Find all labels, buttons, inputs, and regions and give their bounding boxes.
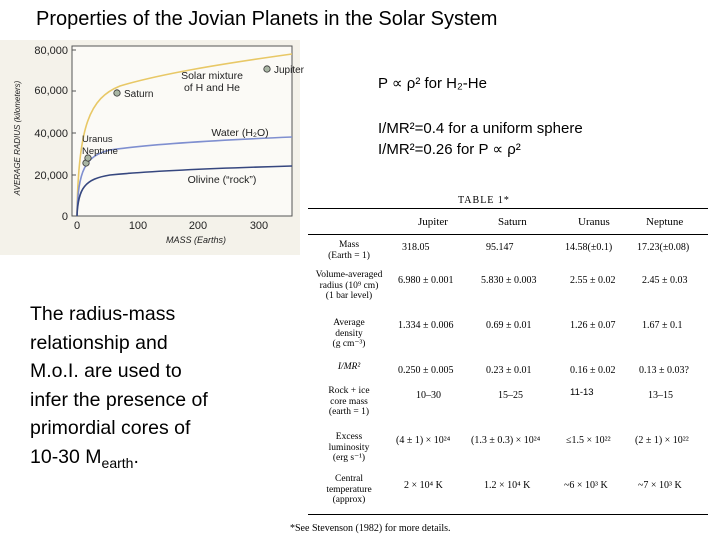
table-cell: ≤1.5 × 10²²	[566, 435, 611, 446]
table-rule	[308, 234, 708, 235]
table-cell: 14.58(±0.1)	[565, 242, 613, 253]
body-line: primordial cores of	[30, 417, 191, 439]
slide-title: Properties of the Jovian Planets in the Solar System	[36, 8, 498, 30]
table-cell: 1.2 × 10⁴ K	[484, 480, 531, 491]
table-cell: 1.67 ± 0.1	[642, 320, 683, 331]
row-label-line: radius (10⁹ cm)	[319, 280, 379, 291]
planet-label: Saturn	[124, 89, 154, 100]
table-cell: 1.26 ± 0.07	[570, 320, 616, 331]
table-cell: 6.980 ± 0.001	[398, 275, 454, 286]
table-footnote: *See Stevenson (1982) for more details.	[290, 523, 451, 534]
body-line-subscript: earth	[101, 454, 134, 471]
row-label	[308, 432, 390, 464]
table-cell: 0.250 ± 0.005	[398, 365, 454, 376]
table-caption: TABLE 1*	[458, 195, 510, 206]
body-line-text: 10-30 M	[30, 445, 102, 468]
properties-table	[288, 190, 708, 535]
body-line: infer the presence of	[30, 388, 208, 411]
row-label	[308, 240, 390, 261]
table-cell: 0.23 ± 0.01	[486, 365, 532, 376]
row-label-line: (1 bar level)	[325, 291, 373, 301]
row-label-line: (g cm⁻³)	[332, 339, 366, 349]
table-cell: ~6 × 10³ K	[564, 480, 608, 491]
row-label-line: Average	[333, 318, 365, 328]
row-label-line: Rock + ice	[328, 386, 370, 396]
row-label-line: Central	[335, 474, 363, 484]
planet-label: Uranus	[82, 134, 113, 145]
row-label-line: (approx)	[332, 495, 366, 505]
row-label-line: Excess	[335, 432, 363, 442]
equation-moi-uniform: I/MR²=0.4 for a uniform sphere	[378, 120, 583, 137]
y-tick-label: 20,000	[34, 170, 68, 182]
y-tick-label: 60,000	[34, 85, 68, 97]
body-line: relationship and	[30, 331, 168, 354]
table-cell: 0.16 ± 0.02	[570, 365, 616, 376]
table-cell: 0.13 ± 0.03?	[639, 365, 689, 376]
row-label-line: temperature	[326, 484, 372, 495]
equation-moi-polytrope: I/MR²=0.26 for P ∝ ρ²	[378, 141, 521, 158]
row-label-line: (earth = 1)	[328, 407, 370, 417]
table-cell: 13–15	[648, 390, 673, 401]
olivine-curve-label: Olivine (“rock”)	[187, 174, 257, 186]
water-curve-label: Water (H₂O)	[211, 127, 269, 139]
x-tick-label: 200	[188, 220, 208, 232]
body-line: The radius-mass	[30, 303, 176, 325]
row-label	[308, 474, 390, 506]
y-tick-label: 40,000	[34, 128, 68, 140]
x-tick-label: 300	[249, 220, 269, 232]
row-label-line: I/MR²	[337, 362, 361, 372]
table-header: Jupiter	[418, 216, 448, 228]
table-cell: (4 ± 1) × 10²⁴	[396, 435, 451, 446]
table-cell: ~7 × 10³ K	[638, 480, 682, 491]
table-cell: (2 ± 1) × 10²²	[635, 435, 689, 446]
table-cell: 5.830 ± 0.003	[481, 275, 537, 286]
body-line-last: 10-30 $M_{earth}$.	[30, 445, 139, 471]
row-label-line: (erg s⁻¹)	[332, 453, 366, 463]
planet-label: Jupiter	[274, 65, 305, 76]
table-header: Uranus	[578, 216, 610, 228]
hhe-curve-label: Solar mixture	[181, 70, 243, 82]
x-tick-label: 0	[73, 220, 81, 232]
table-cell: 17.23(±0.08)	[637, 242, 690, 253]
equation-pressure-density: P ∝ ρ² for H₂-He	[378, 75, 487, 92]
planet-label: Neptune	[82, 146, 118, 157]
y-tick-label: 80,000	[34, 45, 68, 57]
table-cell: 1.334 ± 0.006	[398, 320, 454, 331]
table-cell: 318.05	[402, 242, 430, 253]
row-label-line: (Earth = 1)	[328, 250, 370, 261]
table-cell: 11-13	[570, 387, 594, 398]
row-label-line: luminosity	[328, 442, 370, 453]
table-header: Saturn	[498, 216, 527, 228]
row-label	[308, 362, 390, 373]
x-axis-label: MASS (Earths)	[165, 235, 227, 245]
row-label-line: density	[335, 328, 363, 339]
table-cell: 95.147	[486, 242, 514, 253]
table-header: Neptune	[646, 216, 684, 228]
table-cell: 15–25	[498, 390, 523, 401]
row-label	[308, 386, 390, 418]
body-paragraph	[30, 300, 260, 477]
y-axis-label: AVERAGE RADIUS (kilometers)	[13, 80, 22, 196]
row-label-line: Mass	[338, 240, 360, 250]
row-label	[308, 318, 390, 350]
hhe-curve-label: of H and He	[183, 82, 241, 94]
y-tick-label: 0	[61, 211, 68, 223]
table-cell: 2.45 ± 0.03	[642, 275, 688, 286]
radius-mass-chart	[0, 40, 305, 255]
body-line: M.o.I. are used to	[30, 360, 182, 382]
table-rule	[308, 514, 708, 515]
x-tick-label: 100	[128, 220, 148, 232]
table-cell: (1.3 ± 0.3) × 10²⁴	[471, 435, 541, 446]
row-label-line: Volume-averaged	[315, 270, 383, 280]
table-cell: 10–30	[416, 390, 441, 401]
row-label-line: core mass	[330, 396, 368, 407]
table-rule	[308, 208, 708, 209]
row-label	[308, 270, 390, 302]
table-cell: 0.69 ± 0.01	[486, 320, 532, 331]
table-cell: 2 × 10⁴ K	[404, 480, 443, 491]
table-cell: 2.55 ± 0.02	[570, 275, 616, 286]
